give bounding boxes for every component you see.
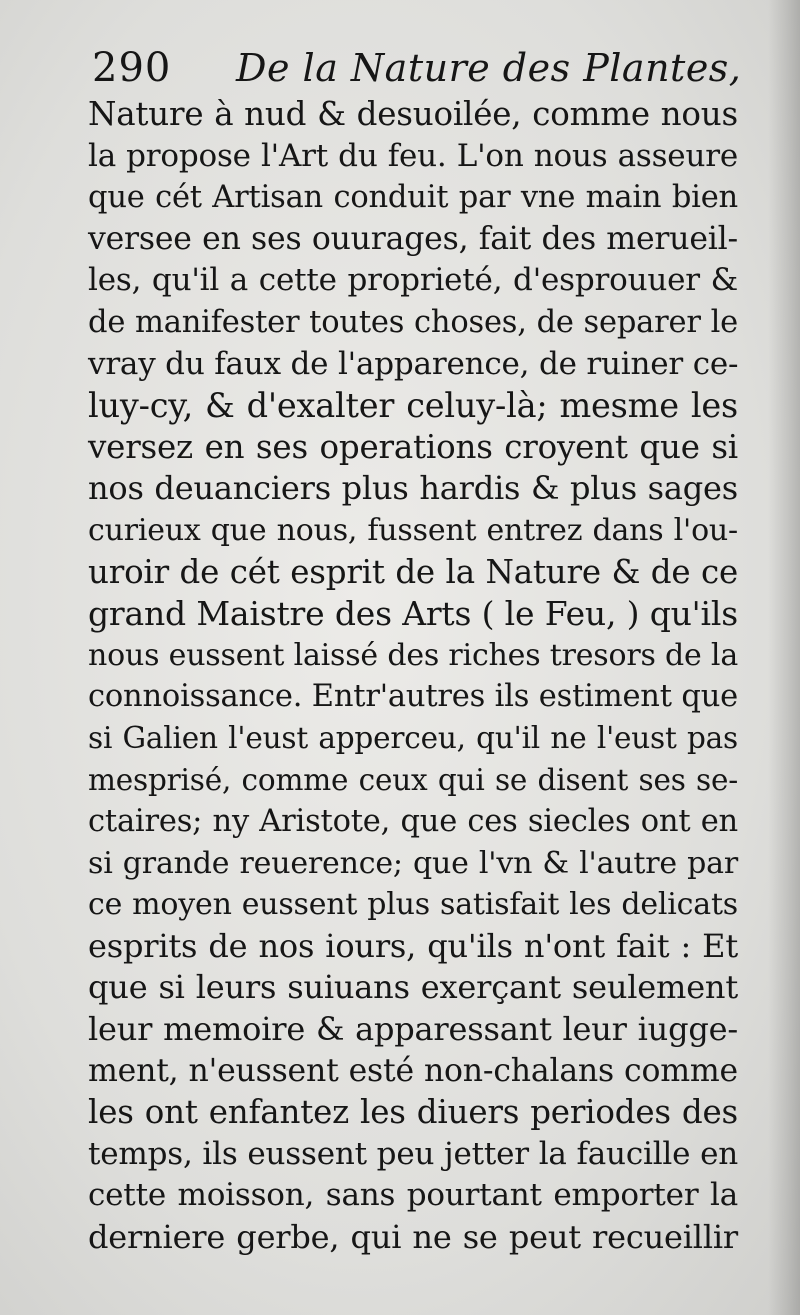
text-line: derniere gerbe, qui ne se peut recueillir <box>88 1218 738 1257</box>
text-line: nous eussent laissé des riches tresors de la <box>88 637 739 673</box>
text-line: cette moisson, sans pourtant emporter la <box>88 1177 738 1214</box>
page-number: 290 <box>92 45 172 91</box>
text-line: Nature à nud & desuoilée, comme nous <box>88 95 738 133</box>
text-line: ctaires; ny Aristote, que ces siecles ont en <box>88 804 738 840</box>
text-line: si grande reuerence; que l'vn & l'autre par <box>88 845 738 881</box>
text-line: grand Maistre des Arts ( le Feu, ) qu'ils <box>88 594 738 634</box>
text-line: vray du faux de l'apparence, de ruiner ce- <box>88 345 739 382</box>
page-header <box>88 38 742 94</box>
text-line: luy-cy, & d'exalter celuy-là; mesme les <box>88 386 738 426</box>
text-line: leur memoire & apparessant leur iugge- <box>88 1010 738 1049</box>
text-line: uroir de cét esprit de la Nature & de ce <box>88 552 738 591</box>
text-line: les ont enfantez les diuers periodes des <box>88 1093 738 1132</box>
body-text <box>88 94 738 1259</box>
page-edge-shadow <box>768 0 800 1315</box>
text-line: ment, n'eussent esté non-chalans comme <box>88 1052 738 1089</box>
running-title: De la Nature des Plantes, <box>236 46 742 90</box>
text-line: versez en ses operations croyent que si <box>88 427 738 466</box>
text-line: mesprisé, comme ceux qui se disent ses se- <box>88 762 738 797</box>
text-line: versee en ses ouurages, fait des merueil- <box>88 220 738 257</box>
text-line: que si leurs suiuans exerçant seulement <box>88 968 738 1007</box>
text-line: connoissance. Entr'autres ils estiment que <box>88 679 738 715</box>
text-line: temps, ils eussent peu jetter la faucille en <box>88 1135 738 1172</box>
text-line: ce moyen eussent plus satisfait les delicats <box>88 887 738 923</box>
text-line: nos deuanciers plus hardis & plus sages <box>88 469 738 508</box>
text-line: curieux que nous, fussent entrez dans l'ou- <box>88 512 738 548</box>
text-line: les, qu'il a cette proprieté, d'esprouuer & <box>88 262 738 299</box>
text-line: que cét Artisan conduit par vne main bien <box>88 180 738 216</box>
text-line: si Galien l'eust apperceu, qu'il ne l'eust pas <box>88 720 738 755</box>
text-line: la propose l'Art du feu. L'on nous asseure <box>88 137 738 174</box>
text-line: esprits de nos iours, qu'ils n'ont fait : Et <box>88 926 738 965</box>
text-line: de manifester toutes choses, de separer le <box>88 304 738 340</box>
